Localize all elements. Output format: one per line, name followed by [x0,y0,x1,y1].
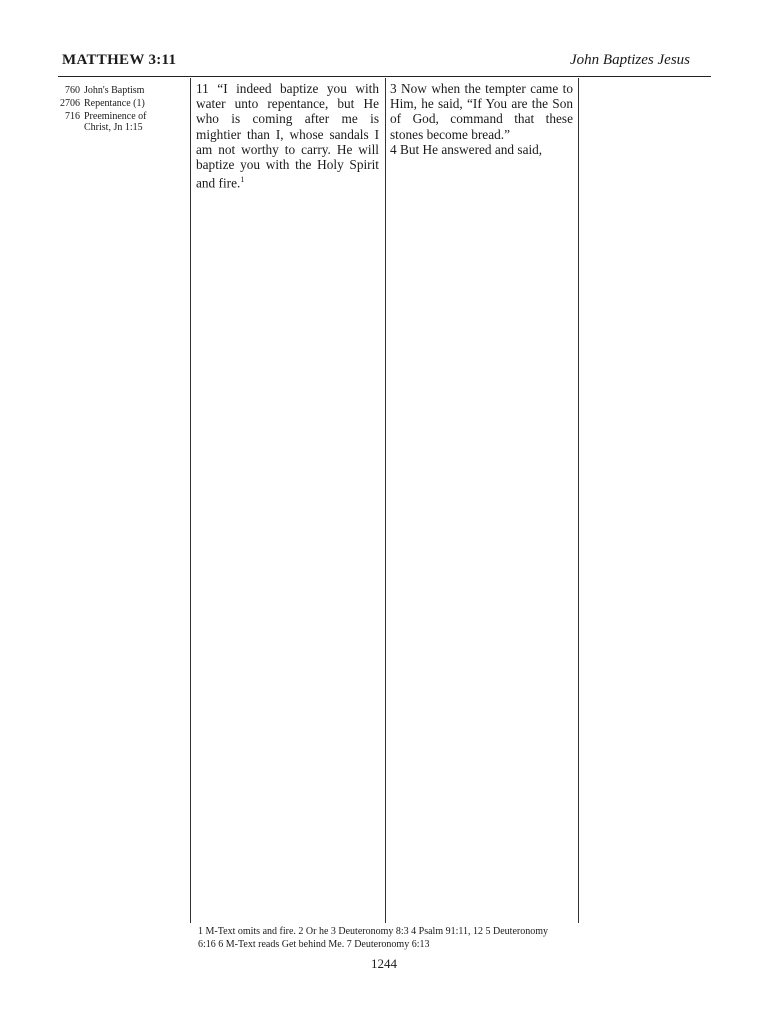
column-divider [385,78,386,923]
scripture-column-1 [196,81,379,191]
xref-entry: 716 Preeminence of [65,111,147,123]
verse-4-3: 3 Now when the tempter came to Him, he said, “If You are the Son of God, command that these stones become bread.” [390,81,573,142]
page-number: 1244 [371,956,397,971]
header-rule [58,76,711,77]
column-divider [578,78,579,923]
footnotes-line-2: 6:16 6 M-Text reads Get behind Me. 7 Deuteronomy 6:13 [198,939,430,950]
xref-entry: 2706 Repentance (1) [60,98,145,110]
scripture-column-2 [390,81,573,157]
verse-3-11: 11 “I indeed baptize you with water unto repentance, but He who is coming after me is mightier than I, whose sandals I am not worthy to carry. He will baptize you with the Holy Spirit and fire.$^1$ [196,81,379,191]
column-divider [190,78,191,923]
verse-4-4: 4 But He answered and said, [390,141,543,157]
xref-entry: Christ, Jn 1:15 [84,121,143,133]
footnotes-line-1: 1 M-Text omits and fire. 2 Or he 3 Deuteronomy 8:3 4 Psalm 91:11, 12 5 Deuteronomy [198,926,548,937]
page-header-reference: MATTHEW 3:11 [62,52,177,68]
xref-entry: 760 John's Baptism [65,85,145,96]
page-header-title: John Baptizes Jesus [570,52,690,68]
xref-group [52,86,192,133]
